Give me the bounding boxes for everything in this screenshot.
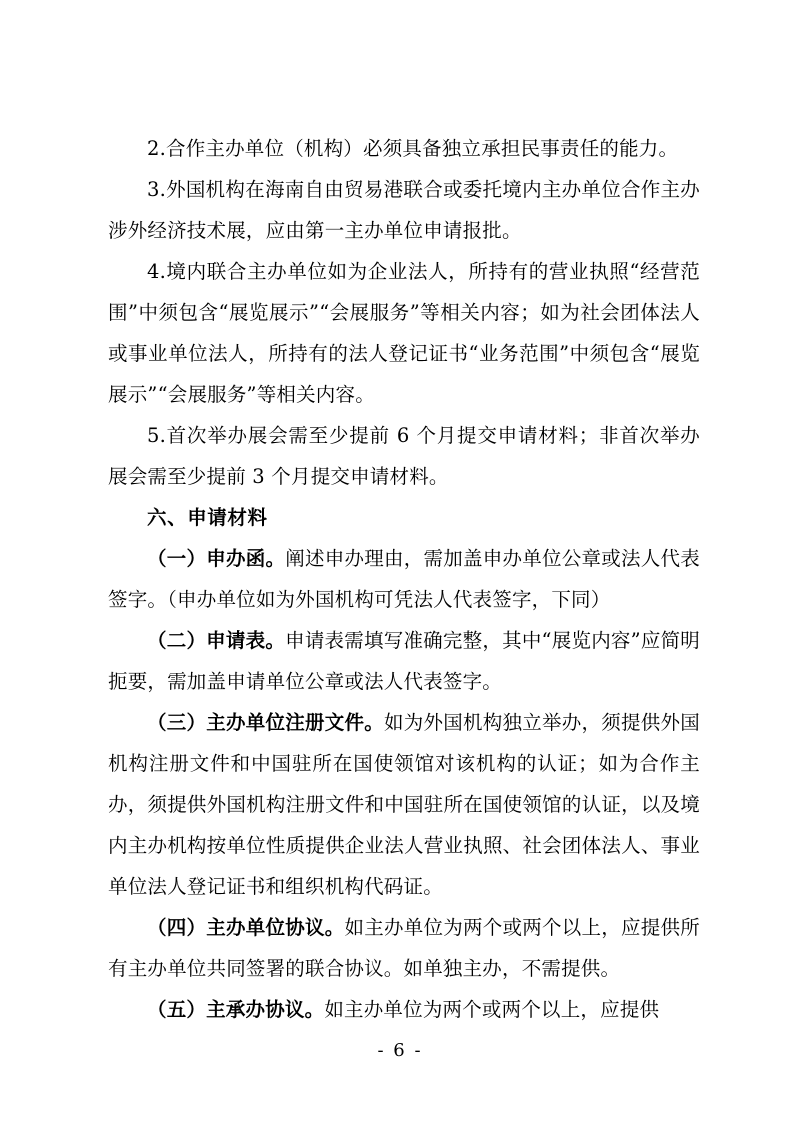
section-heading-application-materials: 六、申请材料 xyxy=(147,506,268,529)
list-item-label: （一）申办函。 xyxy=(147,547,286,570)
list-item-registration-docs xyxy=(108,702,700,907)
list-item-organizer-agreement xyxy=(108,907,700,989)
paragraph-item-4: 4.境内联合主办单位如为企业法人，所持有的营业执照“经营范围”中须包含“展览展示”“会展服务”等相关内容；如为社会团体法人或事业单位法人，所持有的法人登记证书“业务范围”中须包含“展览展示”“会展服务”等相关内容。 xyxy=(108,260,700,406)
list-item-text: 阐述申办理由，需加盖申办单位公章或法人代表签字。（申办单位如为外国机构可凭法人代表签字，下同） xyxy=(108,547,700,611)
list-item-text: 申请表需填写准确完整，其中“展览内容”应简明扼要，需加盖申请单位公章或法人代表签字。 xyxy=(108,629,700,693)
list-item-text: 如主办单位为两个或两个以上，应提供所有主办单位共同签署的联合协议。如单独主办，不需提供。 xyxy=(108,916,700,980)
list-item-label: （二）申请表。 xyxy=(147,629,286,652)
list-item-host-undertake-agreement xyxy=(108,989,700,1030)
document-body xyxy=(108,128,700,1030)
list-item-label: （三）主办单位注册文件。 xyxy=(147,711,385,734)
list-item-text: 如为外国机构独立举办，须提供外国机构注册文件和中国驻所在国使领馆对该机构的认证；如为合作主办，须提供外国机构注册文件和中国驻所在国使领馆的认证，以及境内主办机构按单位性质提供企业法人营业执照、社会团体法人、事业单位法人登记证书和组织机构代码证。 xyxy=(108,711,701,898)
list-item-label: （四）主办单位协议。 xyxy=(147,916,345,939)
paragraph-item-5: 5.首次举办展会需至少提前 6 个月提交申请材料；非首次举办展会需至少提前 3 个月提交申请材料。 xyxy=(108,424,700,488)
list-item-application-form xyxy=(108,620,700,702)
list-item-label: （五）主承办协议。 xyxy=(147,998,325,1021)
paragraph-item-3: 3.外国机构在海南自由贸易港联合或委托境内主办单位合作主办涉外经济技术展，应由第一主办单位申请报批。 xyxy=(108,178,700,242)
paragraph-item-2: 2.合作主办单位（机构）必须具备独立承担民事责任的能力。 xyxy=(147,137,679,160)
list-item-text: 如主办单位为两个或两个以上，应提供 xyxy=(324,998,660,1021)
list-item-apply-letter xyxy=(108,538,700,620)
page-number: - 6 - xyxy=(377,1040,423,1061)
